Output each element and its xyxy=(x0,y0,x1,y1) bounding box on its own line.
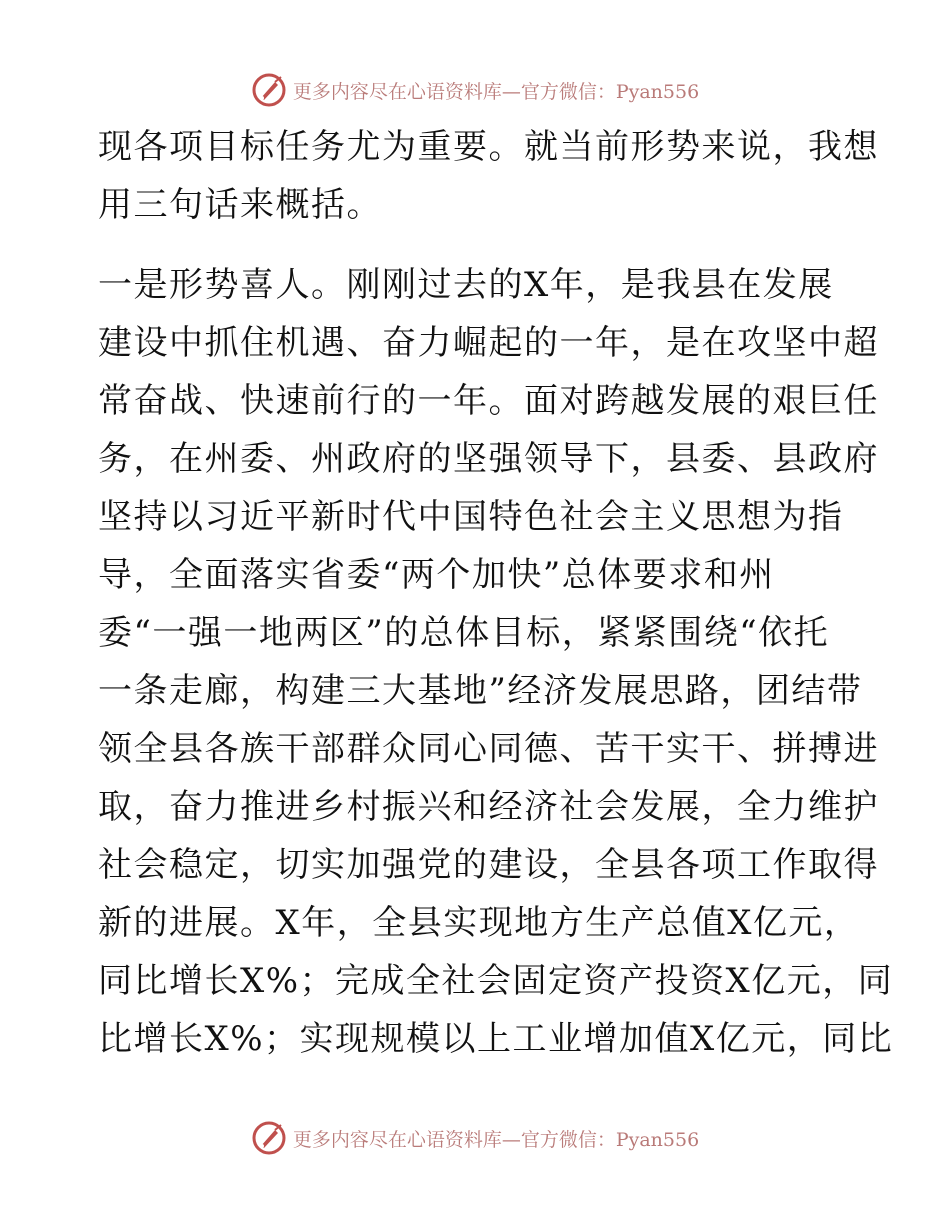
text-line: 务，在州委、州政府的坚强领导下，县委、县政府 xyxy=(98,439,879,479)
text-line: 常奋战、快速前行的一年。面对跨越发展的艰巨任 xyxy=(98,381,879,421)
text-line: 比增长X%；实现规模以上工业增加值X亿元，同比 xyxy=(98,1019,894,1059)
document-body xyxy=(98,118,894,1068)
paragraph-1 xyxy=(98,118,879,234)
footer-watermark xyxy=(0,1118,950,1158)
text-line: 新的进展。X年，全县实现地方生产总值X亿元， xyxy=(98,903,860,943)
text-line: 坚持以习近平新时代中国特色社会主义思想为指 xyxy=(98,497,844,537)
text-line: 现各项目标任务尤为重要。就当前形势来说，我想 xyxy=(98,127,879,167)
text-line: 同比增长X%；完成全社会固定资产投资X亿元，同 xyxy=(98,961,894,1001)
text-line: 取，奋力推进乡村振兴和经济社会发展，全力维护 xyxy=(98,787,879,827)
feather-pen-logo-icon xyxy=(251,1120,287,1156)
text-line: 委“一强一地两区”的总体目标，紧紧围绕“依托 xyxy=(98,613,830,653)
text-line: 建设中抓住机遇、奋力崛起的一年，是在攻坚中超 xyxy=(98,323,879,363)
text-line: 一条走廊，构建三大基地”经济发展思路，团结带 xyxy=(98,671,863,711)
text-line: 社会稳定，切实加强党的建设，全县各项工作取得 xyxy=(98,845,879,885)
header-watermark xyxy=(0,70,950,110)
text-line: 一是形势喜人。刚刚过去的X年，是我县在发展 xyxy=(98,265,834,305)
text-line: 导，全面落实省委“两个加快”总体要求和州 xyxy=(98,555,775,595)
text-line: 领全县各族干部群众同心同德、苦干实干、拼搏进 xyxy=(98,729,879,769)
feather-pen-logo-icon xyxy=(251,72,287,108)
watermark-text: 更多内容尽在心语资料库—官方微信：Pyan556 xyxy=(292,80,700,103)
watermark-text: 更多内容尽在心语资料库—官方微信：Pyan556 xyxy=(292,1128,700,1151)
paragraph-2 xyxy=(98,256,894,1068)
text-line: 用三句话来概括。 xyxy=(98,185,382,225)
